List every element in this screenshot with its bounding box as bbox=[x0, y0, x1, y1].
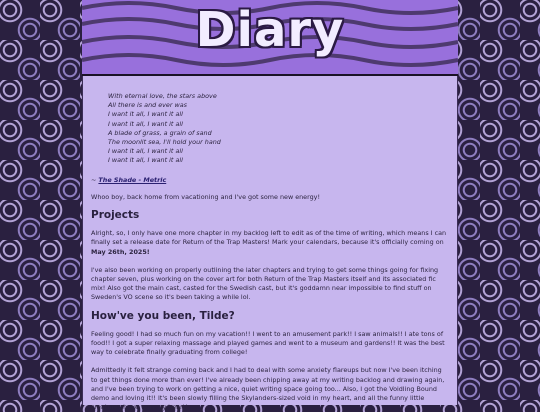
poem-line: A blade of grass, a grain of sand bbox=[108, 128, 212, 137]
poem-line: I want it all, I want it all bbox=[108, 156, 183, 165]
projects-paragraph-1 bbox=[91, 229, 449, 257]
poem-line: I want it all, I want it all bbox=[108, 147, 183, 156]
page-title: Diary bbox=[195, 2, 345, 58]
release-date: May 26th, 2025! bbox=[91, 247, 150, 256]
projects-paragraph-2: I've also been working on properly outlining the later chapters and trying to get some things going for fixing chapter seven, plus working on the cover art for both Return of the Trap Masters itself and its associated fic mix! Also got the main cast, casted for the Swedish cast, but it's goddamn near impossible to find stuff on Sweden's VO scene so it's been taking a while lol. bbox=[91, 265, 439, 302]
attribution-prefix: ~ bbox=[91, 175, 97, 184]
howve-heading: How've you been, Tilde? bbox=[91, 309, 235, 322]
poem-line: All there is and ever was bbox=[108, 101, 187, 110]
projects-p1-text: Alright, so, I only have one more chapter in my backlog left to edit as of the time of writing, which means I can finally set a release date for Return of the Trap Masters! Mark your calendars, because it's officially coming on bbox=[91, 229, 447, 247]
poem-attribution bbox=[91, 176, 449, 185]
poem-line: With eternal love, the stars above bbox=[108, 92, 217, 100]
poem-line: The moonlit sea, I'll hold your hand bbox=[108, 138, 221, 147]
poem-line: I want it all, I want it all bbox=[108, 110, 183, 119]
song-link[interactable]: The Shade - Metric bbox=[98, 175, 167, 184]
poem-quote bbox=[108, 92, 449, 166]
diary-content bbox=[82, 76, 458, 412]
intro-paragraph: Whoo boy, back home from vacationing and I've got some new energy! bbox=[91, 192, 321, 201]
howve-paragraph-1: Feeling good! I had so much fun on my vacation!! I went to an amusement park!! I saw animals!! I ate tons of food!! I got a super relaxing massage and played games and went to a museum and gardens!! It was the best way to celebrate finally graduating from college! bbox=[91, 329, 445, 357]
projects-heading: Projects bbox=[91, 209, 140, 222]
diary-banner bbox=[82, 0, 458, 76]
howve-paragraph-2: Admittedly it felt strange coming back and I had to deal with some anxiety flareups but now I've been itching to get things done more than ever! I've already been chipping away at my writing backlog and drawing again, and I've been trying to work on getting a nice, quiet writing space going too... Also, I got the Voidling Bound demo and loving it!! It's been slowly filling the Skylanders-sized void in my heart, and all the funny little creatures have won my heart! bbox=[91, 366, 445, 412]
poem-line: I want it all, I want it all bbox=[108, 119, 183, 128]
